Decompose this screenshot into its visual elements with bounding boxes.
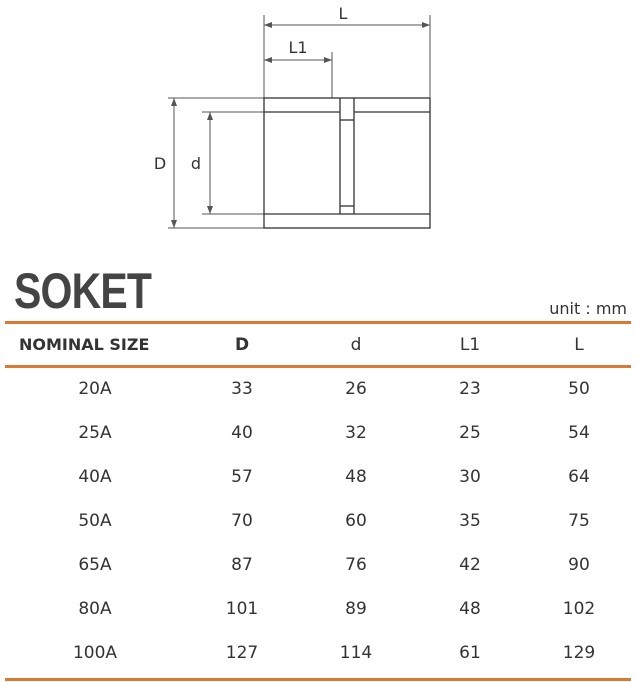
- table-cell: 114: [339, 643, 373, 663]
- table-row: [5, 587, 631, 631]
- table-cell: 129: [562, 643, 596, 663]
- header-nominal-size: NOMINAL SIZE: [19, 335, 150, 354]
- table-cell: 100A: [72, 643, 118, 663]
- table-cell: 25: [459, 423, 481, 443]
- table-cell: 127: [225, 643, 259, 663]
- table-row: [5, 631, 631, 675]
- table-cell: 64: [568, 467, 590, 487]
- table-cell: 102: [562, 599, 596, 619]
- header-D: D: [234, 334, 250, 355]
- table-cell: 76: [345, 555, 367, 575]
- table-cell: 50: [568, 379, 590, 399]
- table-header-row: [5, 324, 631, 365]
- header-L1: L1: [459, 334, 481, 355]
- dimension-table: [5, 324, 631, 675]
- label-d: d: [190, 154, 202, 173]
- table-cell: 65A: [78, 555, 112, 575]
- table-cell: 48: [459, 599, 481, 619]
- header-L: L: [574, 334, 584, 355]
- table-cell: 70: [231, 511, 253, 531]
- table-cell: 33: [231, 379, 253, 399]
- table-cell: 26: [345, 379, 367, 399]
- table-cell: 57: [231, 467, 253, 487]
- unit-label: unit : mm: [549, 299, 627, 318]
- table-row: [5, 411, 631, 455]
- table-cell: 42: [459, 555, 481, 575]
- table-cell: 101: [225, 599, 259, 619]
- table-cell: 87: [231, 555, 253, 575]
- table-cell: 80A: [78, 599, 112, 619]
- table-cell: 89: [345, 599, 367, 619]
- table-cell: 23: [459, 379, 481, 399]
- socket-dimension-diagram: [0, 0, 639, 250]
- page-title: SOKET: [14, 263, 152, 319]
- table-row: [5, 455, 631, 499]
- table-row: [5, 543, 631, 587]
- table-cell: 30: [459, 467, 481, 487]
- table-cell: 25A: [78, 423, 112, 443]
- table-cell: 48: [345, 467, 367, 487]
- table-cell: 61: [459, 643, 481, 663]
- table-cell: 20A: [78, 379, 112, 399]
- table-cell: 75: [568, 511, 590, 531]
- label-L: L: [338, 4, 348, 23]
- table-cell: 54: [568, 423, 590, 443]
- table-row: [5, 499, 631, 543]
- table-cell: 32: [345, 423, 367, 443]
- table-cell: 40A: [78, 467, 112, 487]
- table-row: [5, 365, 631, 411]
- header-d: d: [350, 334, 362, 355]
- table-cell: 50A: [78, 511, 112, 531]
- table-cell: 60: [345, 511, 367, 531]
- table-bottom-rule: [5, 678, 631, 681]
- table-cell: 90: [568, 555, 590, 575]
- table-cell: 40: [231, 423, 253, 443]
- label-L1: L1: [288, 38, 308, 57]
- label-D: D: [153, 154, 167, 173]
- table-cell: 35: [459, 511, 481, 531]
